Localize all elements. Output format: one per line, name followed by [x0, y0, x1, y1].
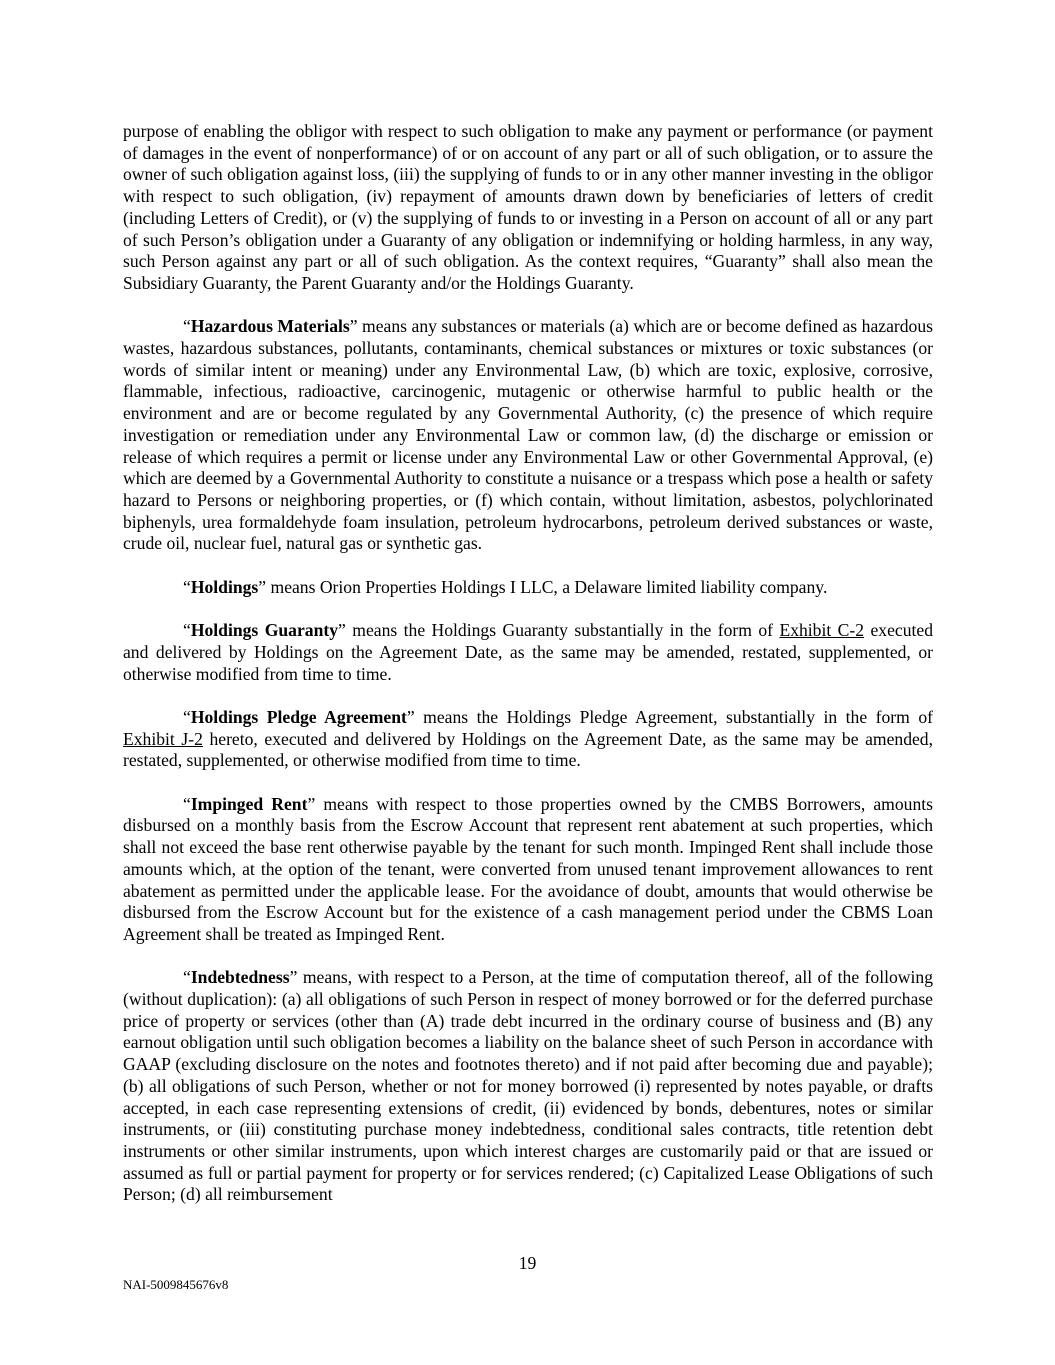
paragraph	[123, 967, 933, 1206]
paragraph-text: ” means with respect to those properties owned by the CMBS Borrowers, amounts disbursed on a monthly basis from the Escrow Account that represent rent abatement at such properties, which shall not exceed the base rent otherwise payable by the tenant for such month. Impinged Rent shall include those amounts which, at the option of the tenant, were converted from unused tenant improvement allowances to rent abatement as permitted under the applicable lease. For the avoidance of doubt, amounts that would otherwise be disbursed from the Escrow Account but for the existence of a cash management period under the CBMS Loan Agreement shall be treated as Impinged Rent.	[123, 793, 933, 944]
paragraph-text: “	[183, 620, 191, 641]
paragraph-text: ” means any substances or materials (a) which are or become defined as hazardous wastes, hazardous substances, pollutants, contaminants, chemical substances or mixtures or toxic substances (or words of similar intent or meaning) under any Environmental Law, (b) which are toxic, explosive, corrosive, flammable, infectious, radioactive, carcinogenic, mutagenic or otherwise harmful to public health or the environment and are or become regulated by any Governmental Authority, (c) the presence of which require investigation or remediation under any Environmental Law or common law, (d) the discharge or emission or release of which requires a permit or license under any Environmental Law or other Governmental Approval, (e) which are deemed by a Governmental Authority to constitute a nuisance or a trespass which pose a health or safety hazard to Persons or neighboring properties, or (f) which contain, without limitation, asbestos, polychlorinated biphenyls, urea formaldehyde foam insulation, petroleum hydrocarbons, petroleum derived substances or waste, crude oil, nuclear fuel, natural gas or synthetic gas.	[123, 316, 933, 554]
exhibit-reference: Exhibit C-2	[779, 620, 865, 641]
defined-term: Impinged Rent	[190, 793, 308, 814]
paragraph	[123, 794, 933, 946]
paragraph-text: ” means Orion Properties Holdings I LLC, a Delaware limited liability company.	[258, 576, 828, 597]
defined-term: Holdings	[190, 576, 259, 597]
paragraph-text: “	[183, 967, 191, 988]
defined-term: Holdings Pledge Agreement	[190, 706, 407, 727]
paragraph-text: ” means the Holdings Guaranty substantially in the form of	[338, 620, 780, 641]
paragraph-text: “	[183, 316, 191, 337]
defined-term: Indebtedness	[190, 967, 290, 988]
document-body	[123, 121, 933, 1228]
defined-term: Hazardous Materials	[190, 316, 350, 337]
paragraph	[123, 577, 933, 599]
page-number: 19	[518, 1253, 537, 1273]
footer-doc-id: NAI-5009845676v8	[123, 1277, 229, 1292]
paragraph-text: ” means, with respect to a Person, at the time of computation thereof, all of the following (without duplication): (a) all obligations of such Person in respect of money borrowed or for the deferred purchase price of property or services (other than (A) trade debt incurred in the ordinary course of business and (B) any earnout obligation until such obligation becomes a liability on the balance sheet of such Person in accordance with GAAP (excluding disclosure on the notes and footnotes thereto) and if not paid after becoming due and payable); (b) all obligations of such Person, whether or not for money borrowed (i) represented by notes payable, or drafts accepted, in each case representing extensions of credit, (ii) evidenced by bonds, debentures, notes or similar instruments, or (iii) constituting purchase money indebtedness, conditional sales contracts, title retention debt instruments or other similar instruments, upon which interest charges are customarily paid or that are issued or assumed as full or partial payment for property or for services rendered; (c) Capitalized Lease Obligations of such Person; (d) all reimbursement	[123, 967, 933, 1205]
defined-term: Holdings Guaranty	[190, 620, 339, 641]
paragraph	[123, 707, 933, 772]
paragraph-text: “	[183, 706, 191, 727]
paragraph-text: “	[183, 576, 191, 597]
exhibit-reference: Exhibit J-2	[123, 728, 203, 749]
paragraph-text: ” means the Holdings Pledge Agreement, substantially in the form of	[406, 706, 933, 727]
paragraph-text: executed and delivered by Holdings on the Agreement Date, as the same may be amended, restated, supplemented, or otherwise modified from time to time.	[123, 620, 934, 684]
paragraph	[123, 316, 933, 555]
paragraph-text: “	[183, 793, 191, 814]
paragraph	[123, 620, 933, 685]
paragraph	[123, 121, 933, 295]
paragraph-text: purpose of enabling the obligor with respect to such obligation to make any payment or performance (or payment of damages in the event of nonperformance) of or on account of any part or all of such obligation, or to assure the owner of such obligation against loss, (iii) the supplying of funds to or in any other manner investing in the obligor with respect to such obligation, (iv) repayment of amounts drawn down by beneficiaries of letters of credit (including Letters of Credit), or (v) the supplying of funds to or investing in a Person on account of all or any part of such Person’s obligation under a Guaranty of any obligation or indemnifying or holding harmless, in any way, such Person against any part or all of such obligation. As the context requires, “Guaranty” shall also mean the Subsidiary Guaranty, the Parent Guaranty and/or the Holdings Guaranty.	[123, 121, 933, 293]
paragraph-text: hereto, executed and delivered by Holdings on the Agreement Date, as the same may be amended, restated, supplemented, or otherwise modified from time to time.	[123, 728, 933, 771]
